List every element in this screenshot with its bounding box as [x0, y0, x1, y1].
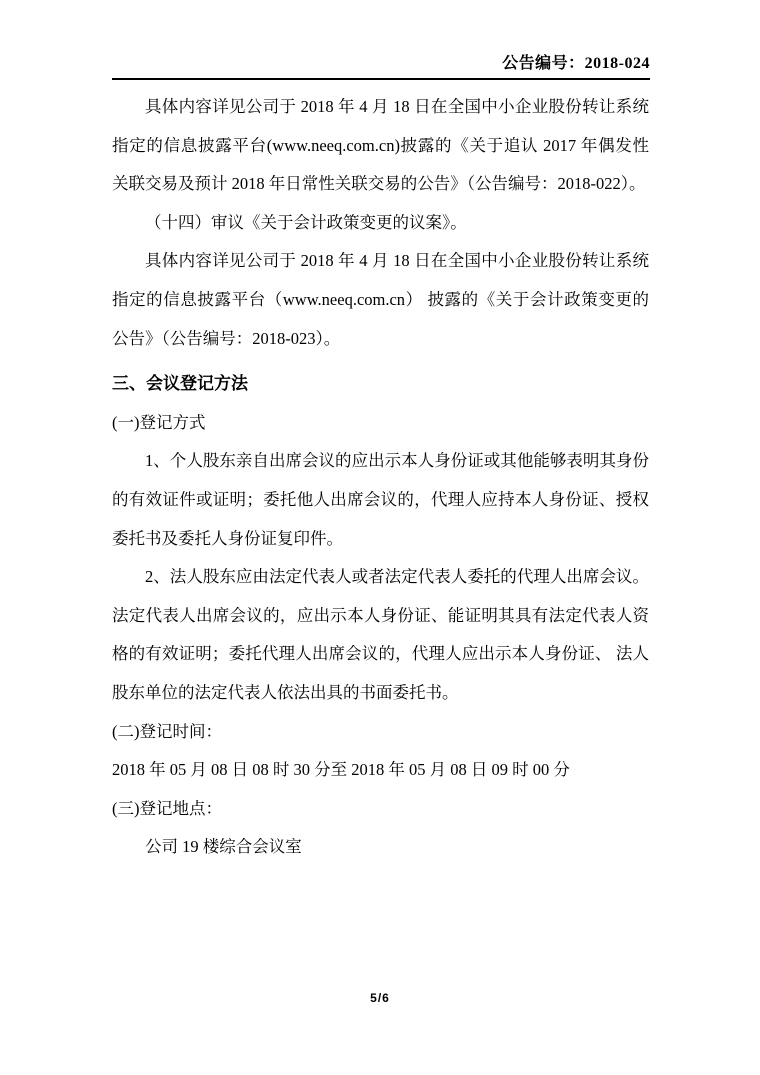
body-paragraph: 公司 19 楼综合会议室	[145, 837, 302, 857]
page-footer	[0, 991, 760, 1005]
body-paragraph: 1、个人股东亲自出席会议的应出示本人身份证或其他能够表明其身份的有效证件或证明；委托他人出席会议的，代理人应持本人身份证、授权委托书及委托人身份证复印件。	[112, 451, 649, 548]
body-paragraph: 2、法人股东应由法定代表人或者法定代表人委托的代理人出席会议。法定代表人出席会议的，应出示本人身份证、能证明其具有法定代表人资格的有效证明；委托代理人出席会议的，代理人应出示本人身份证、 法人股东单位的法定代表人依法出具的书面委托书。	[112, 567, 649, 702]
document-body	[112, 88, 649, 867]
subsection-label: (三)登记地点：	[112, 798, 222, 818]
body-paragraph: （十四）审议《关于会计政策变更的议案》。	[145, 212, 467, 232]
body-paragraph: 具体内容详见公司于 2018 年 4 月 18 日在全国中小企业股份转让系统指定的信息披露平台（www.neeq.com.cn） 披露的《关于会计政策变更的公告》（公告编号：2018-023）。	[112, 251, 649, 348]
subsection-label: (二)登记时间：	[112, 721, 222, 741]
page-header	[112, 50, 650, 80]
page-number: 5/6	[370, 991, 390, 1005]
body-paragraph: 2018 年 05 月 08 日 08 时 30 分至 2018 年 05 月 08 日 09 时 00 分	[112, 760, 570, 780]
body-paragraph: 具体内容详见公司于 2018 年 4 月 18 日在全国中小企业股份转让系统指定的信息披露平台(www.neeq.com.cn)披露的《关于追认 2017 年偶发性关联交易及预计 2018 年日常性关联交易的公告》（公告编号：2018-022）。	[112, 97, 649, 194]
announcement-number: 公告编号：2018-024	[502, 55, 650, 72]
section-heading: 三、会议登记方法	[112, 374, 248, 394]
subsection-label: (一)登记方式	[112, 412, 206, 432]
